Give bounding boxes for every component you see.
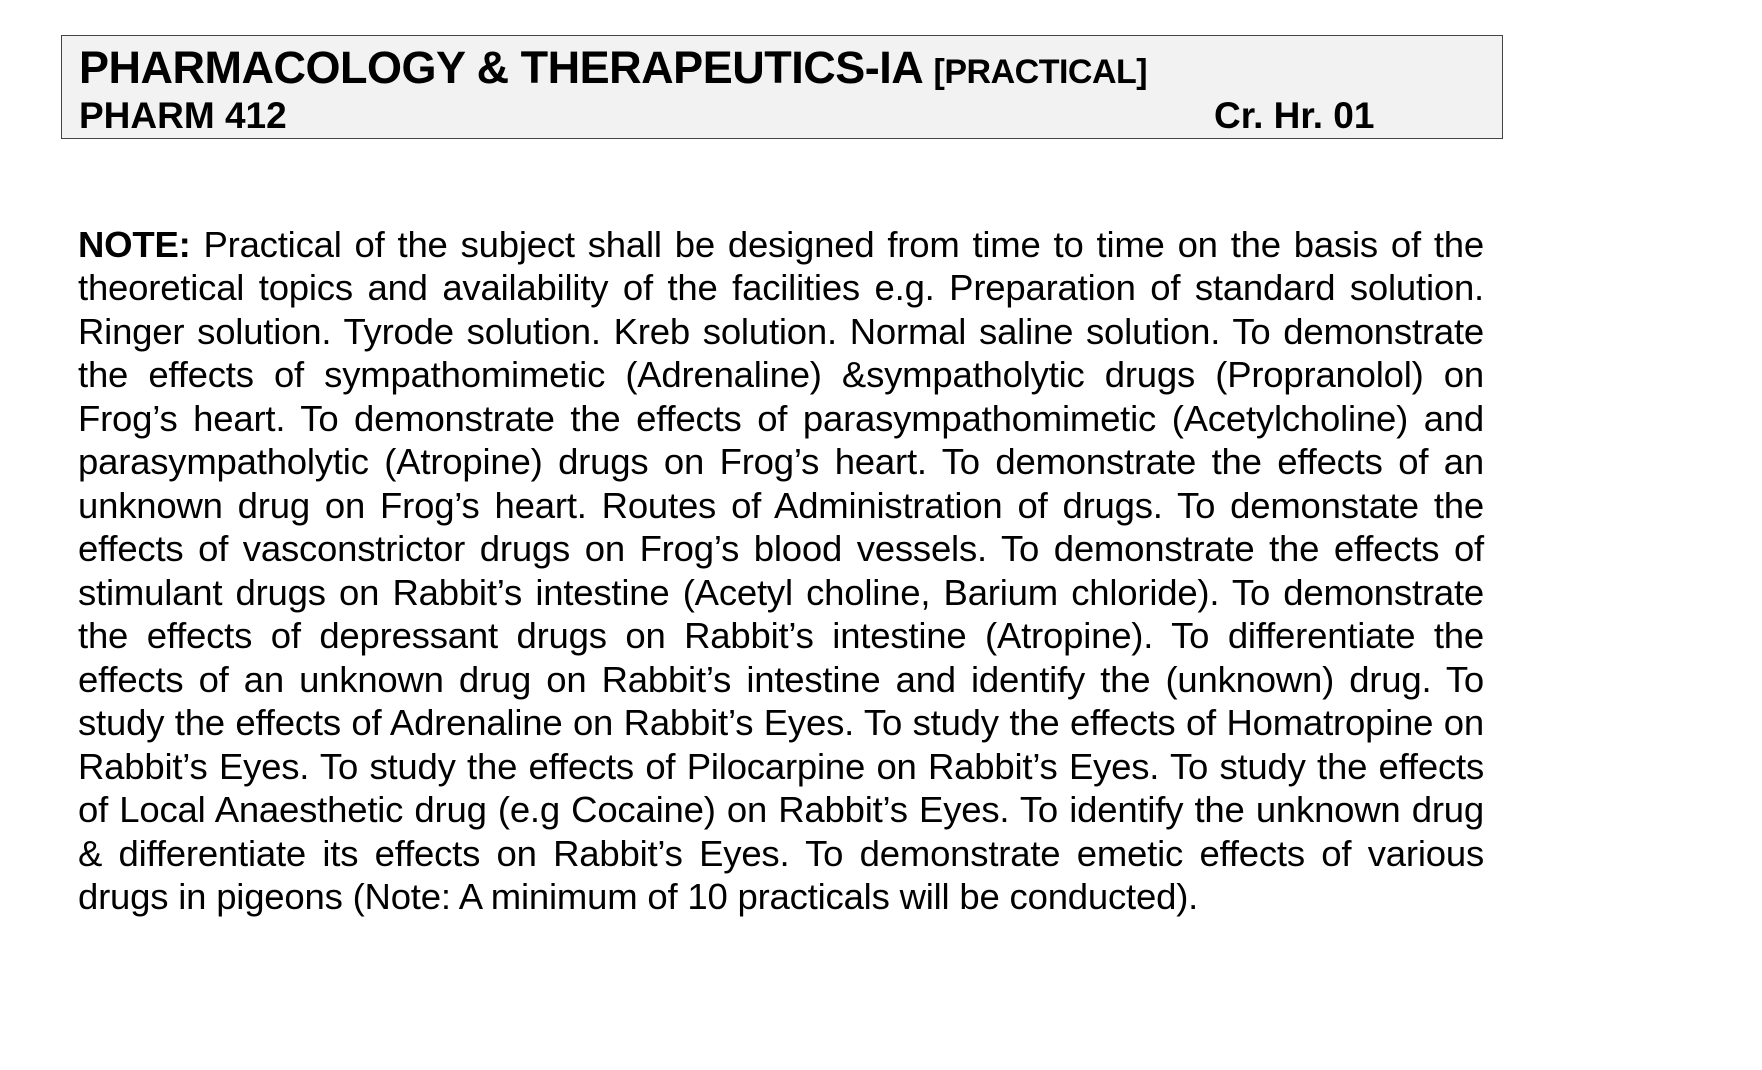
course-title-tag: [PRACTICAL] bbox=[933, 53, 1148, 91]
credit-hours: Cr. Hr. 01 bbox=[1214, 95, 1375, 136]
course-code: PHARM 412 bbox=[79, 95, 287, 136]
note-text: Practical of the subject shall be designed from time to time on the basis of the theoretical topics and availability of the facilities e.g. Preparation of standard solution. Ringer solution. Tyrode solution. Kreb solution. Normal saline solution. To demonstrate the effects of sympathomimetic (Adrenaline) &sympatholytic drugs (Propranolol) on Frog’s heart. To demonstrate the effects of parasympathomimetic (Acetylcholine) and parasympatholytic (Atropine) drugs on Frog’s heart. To demonstrate the effects of an unknown drug on Frog’s heart. Routes of Administration of drugs. To demonstate the effects of vasconstrictor drugs on Frog’s blood vessels. To demonstrate the effects of stimulant drugs on Rabbit’s intestine (Acetyl choline, Barium chloride). To demonstrate the effects of depressant drugs on Rabbit’s intestine (Atropine). To differentiate the effects of an unknown drug on Rabbit’s intestine and identify the (unknown) drug. To study the effects of Adrenaline on Rabbit’s Eyes. To study the effects of Homatropine on Rabbit’s Eyes. To study the effects of Pilocarpine on Rabbit’s Eyes. To study the effects of Local Anaesthetic drug (e.g Cocaine) on Rabbit’s Eyes. To identify the unknown drug & differentiate its effects on Rabbit’s Eyes. To demonstrate emetic effects of various drugs in pigeons (Note: A minimum of 10 practicals will be conducted). bbox=[78, 223, 1484, 917]
course-header-box bbox=[61, 35, 1503, 139]
note-label: NOTE: bbox=[78, 223, 191, 265]
course-title bbox=[79, 42, 1147, 98]
course-title-text: PHARMACOLOGY & THERAPEUTICS-IA bbox=[79, 42, 922, 93]
note-paragraph bbox=[78, 223, 1484, 919]
